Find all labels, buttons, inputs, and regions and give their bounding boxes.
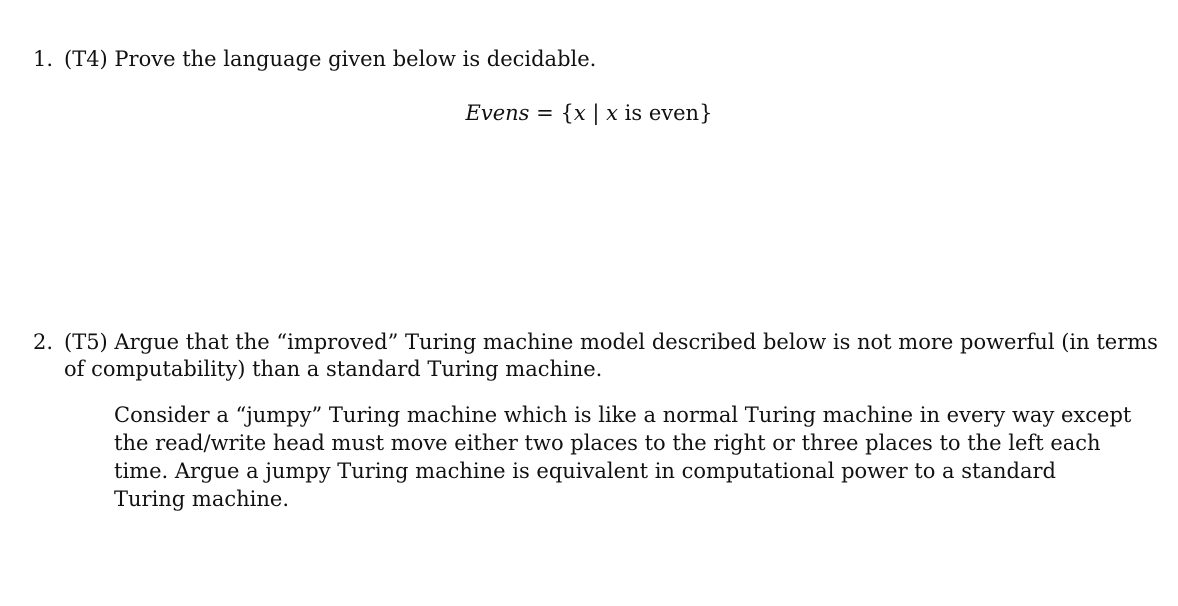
formula-equals: = <box>536 101 554 125</box>
formula-bar: | <box>592 101 600 125</box>
formula-var: x <box>606 101 618 125</box>
formula-close-brace: } <box>699 101 713 125</box>
question-number: 1. <box>33 47 54 71</box>
question-description <box>114 401 1132 513</box>
description-line: the read/write head must move either two places to the right or three places to the left each <box>114 431 1101 455</box>
question-number: 2. <box>33 330 54 354</box>
question-text: (T4) Prove the language given below is decidable. <box>64 47 597 71</box>
description-line: Consider a “jumpy” Turing machine which is like a normal Turing machine in every way except <box>114 403 1132 427</box>
question-text: (T5) Argue that the “improved” Turing machine model described below is not more powerful (in terms <box>64 330 1158 354</box>
formula-condition: is even <box>624 101 700 125</box>
formula-evens <box>0 99 1178 127</box>
formula-open-brace: { <box>560 101 574 125</box>
description-line: time. Argue a jumpy Turing machine is equivalent in computational power to a standard <box>114 459 1056 483</box>
formula-lhs: Evens <box>465 101 530 125</box>
question-text: of computability) than a standard Turing machine. <box>64 357 603 381</box>
description-line: Turing machine. <box>114 487 289 511</box>
formula-var: x <box>573 101 586 125</box>
